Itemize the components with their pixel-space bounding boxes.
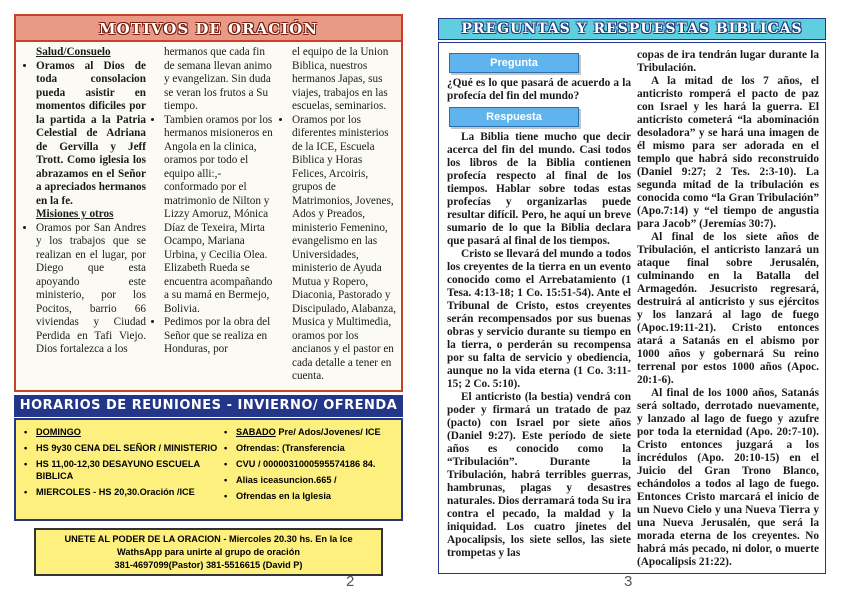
prayer-column-3 [278,46,398,384]
schedule-text: Pre/ Ados/Jovenes/ ICE [275,427,381,437]
prayer-item-angola: • Tambien oramos por los hermanos misioneros en Angola en la clinica, oramos por todo el equipo alli:,- conformado por el matrimonio de Nilton y Lizzy Amoruz, Mónica Díaz de Texeira, Mirta Ocampo, Mariana Urbina, y Cecilia Olea. Elizabeth Rueda se encuentra acompañando a su mamá en Bermejo, Bolivia. [164,114,273,317]
schedule-item: • Ofrendas en la Iglesia [222,490,402,502]
prayer-title: MOTIVOS DE ORACIÓN [16,16,401,42]
schedule-column-1 [22,426,218,502]
prayer-column-2 [150,46,273,357]
schedule-column-2 [222,426,402,506]
schedule-title: HORARIOS DE REUNIONES - INVIERNO/ OFRENDA [14,395,403,417]
answer-paragraph: La Biblia tiene mucho que decir acerca del fin del mundo. Casi todos los libros de la Biblia contienen profecía respecto al final de los tiempos. Hablar sobre todas estas profecías y organizarlas puede resultar difícil. Pero, he aquí un breve sumario de lo que la Biblia declara que pasará al final de los tiempos. [447,131,631,247]
schedule-item: • Alias iceasuncion.665 / [222,474,402,486]
unete-line-1: UNETE AL PODER DE LA ORACION - Miercoles 20.30 hs. En la Ice [64,534,353,544]
heading-salud: Salud/Consuelo [36,46,111,58]
prayer-item-honduras: • Pedimos por la obra del Señor que se realiza en Honduras, por [164,316,273,357]
prayer-section [14,14,403,392]
page-number-left: 2 [346,573,355,590]
answer-paragraph: Al final de los siete años de Tribulación, el anticristo lanzará un ataque final sobre Jerusalén, culminando en la Batalla del Armagedón. Jesucristo regresará, destruirá al anticristo y sus ejércitos y los lanzará al lago de fuego (Apoc.19:11-21). Cristo entonces atará a Satanás en el abismo por 1000 años y gobernará Su reino terrenal por estos 1000 años (Apoc. 20:1-6). [637,231,819,386]
prayer-item-san-andres: • Oramos por San Andres y los trabajos que se realizan en el lugar, por Diego que esta apoyando este ministerio, por los Pocitos, barrio 66 viviendas y Ciudad Perdida en Tafi Viejo. Dios fortalezca a los [36,222,146,357]
prayer-item-consuelo: • Oramos al Dios de toda consolacion pueda asistir en momentos dificiles por la partida a la Patria Celestial de Adriana de Gervilla y Jeff Trott. Como iglesia los abrazamos en el Señor a apreciados hermanos en la fe. [36,60,146,209]
qa-column-2 [637,49,819,569]
question-text: ¿Qué es lo que pasará de acuerdo a la profecía del fin del mundo? [447,77,631,102]
answer-paragraph: Al final de los 1000 años, Satanás será soltado, derrotado nuevamente, y lanzado al lago de fuego y azufre por toda la eternidad (Apo. 20:7-10). Cristo entonces juzgará a los incrédulos (Apo. 20:10-15) en el Juicio del Gran Trono Blanco, echándolos a todos al lago de fuego. Entonces Cristo marcará el inicio de un Nuevo Cielo y una Nueva Tierra y una Nueva Jerusalén, que será la morada eterna de los creyentes. No habrá más pecado, ni dolor, o muerte (Apocalipsis 21:22). [637,387,819,568]
answer-paragraph: El anticristo (la bestia) vendrá con poder y firmará un tratado de paz (pacto) con Israel por siete años (Daniel 9:27). Este período de siete años es conocido como la “Tribulación”. Durante la Tribulación, habrá terribles guerras, hambrunas, plagas y desastres naturales. Dios derramará toda Su ira contra el pecado, la maldad y la iniquidad. Los cuatro jinetes del Apocalipsis, los siete sellos, las siete trompetas y las [447,391,631,559]
heading-misiones: Misiones y otros [36,208,114,220]
prayer-group-box [34,528,383,576]
unete-line-3: 381-4697099(Pastor) 381-5516615 (David P) [114,560,303,570]
respuesta-label: Respuesta [449,107,579,127]
qa-column-1 [447,49,631,560]
schedule-item: • MIERCOLES - HS 20,30.Oración /ICE [22,486,218,498]
schedule-item: • Ofrendas: (Transferencia [222,442,402,454]
answer-paragraph: Cristo se llevará del mundo a todos los creyentes de la tierra en un evento conocido como el Arrebatamiento (1 Tesa. 4:13-18; 1 Co. 15:51-54). Ante el Tribunal de Cristo, estos creyentes serán recompensados por sus buenas obras y servicio durante su tiempo en la tierra, o perderán su recompensa por su falta de servicio y obediencia, aunque no la vida eterna (1 Co. 3:11-15; 2 Co. 5:10). [447,248,631,390]
prayer-column-1 [22,46,146,357]
schedule-item [222,426,402,438]
unete-line-2: WathsApp para unirte al grupo de oración [117,547,300,557]
qa-section [438,42,826,574]
qa-title: PREGUNTAS Y RESPUESTAS BIBLICAS [438,18,826,40]
schedule-item: • HS 9y30 CENA DEL SEÑOR / MINISTERIO [22,442,218,454]
prayer-continuation: hermanos que cada fin de semana llevan animo y evangelizan. Sin duda se veran los frutos a Su tiempo. [164,46,272,112]
answer-paragraph: A la mitad de los 7 años, el anticristo romperá el pacto de paz con Israel y les hará la guerra. El anticristo cometerá “la abominación desoladora” y se hará una imagen de él mismo para ser adorada en el templo que habrá sido reconstruido (Daniel 9:27; 2 Tes. 2:3-10). La segunda mitad de la tribulación es conocida como “la Gran Tribulación” (Apo.7:14) y “el tiempo de angustia para Jacob” (Jeremías 30:7). [637,75,819,230]
schedule-item: • HS 11,00-12,30 DESAYUNO ESCUELA BIBLICA [22,458,218,482]
answer-paragraph: copas de ira tendrán lugar durante la Tribulación. [637,49,819,74]
pregunta-label: Pregunta [449,53,579,73]
prayer-continuation: el equipo de la Union Biblica, nuestros hermanos Japas, sus viajes, trabajos en las escuelas, seminarios. [292,46,389,112]
schedule-box [14,418,403,521]
schedule-item: • DOMINGO [22,426,218,438]
prayer-item-ministerios: • Oramos por los diferentes ministerios de la ICE, Escuela Biblica y Horas Felices, Arcoiris, grupos de Matrimonios, Jovenes, Ados y Preados, ministerio Femenino, evangelismo en las Universidades, ministerio de Ayuda Mutua y Ropero, Diaconia, Pastorado y Discipulado, Alabanza, Musica y Multimedia, oramos por los ancianos y el pastor en cada detalle a tener en cuenta. [292,114,398,384]
sabado-label: SABADO [236,427,276,437]
schedule-item: • CVU / 0000031000595574186 84. [222,458,402,470]
page-number-right: 3 [624,573,633,590]
